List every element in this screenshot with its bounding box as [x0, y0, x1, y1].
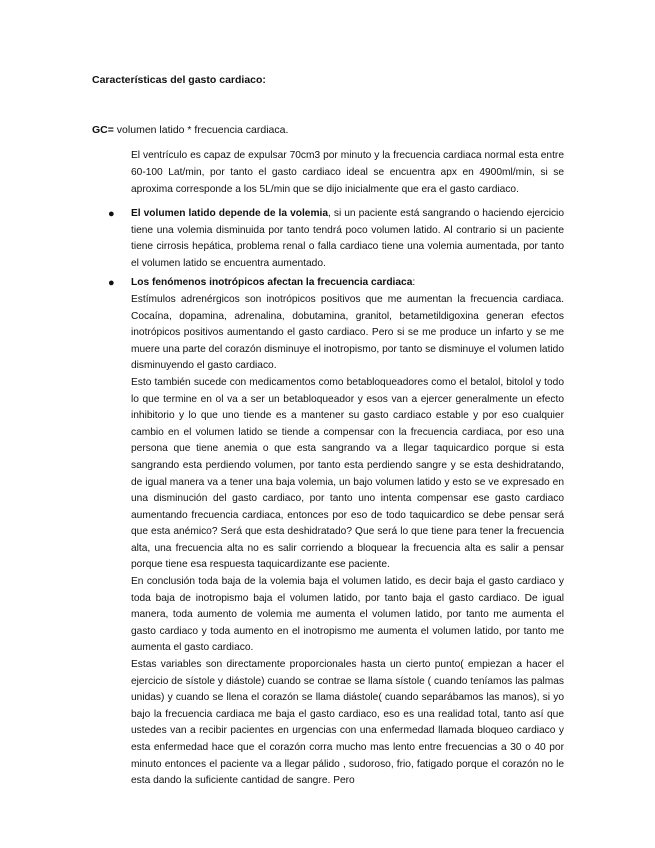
- bullet-dot-icon: ●: [108, 208, 115, 220]
- paragraph-estimulos: Estímulos adrenérgicos son inotrópicos positivos que me aumentan la frecuencia cardiaca. Cocaína, dopamina, adrenalina, dobutamina, granitol, betametildigoxina generan efectos inotrópicos positivos aumentando el gasto cardiaco. Pero si se me produce un infarto y se me muere una parte del corazón disminuye el inotropismo, por tanto se disminuye el volumen latido disminuyendo el gasto cardiaco.: [131, 293, 564, 372]
- bullet-item-volemia: [108, 206, 564, 272]
- document-title: Características del gasto cardiaco:: [92, 74, 266, 86]
- bullet-item-inotropicos: [108, 275, 564, 789]
- bullet-heading: Los fenómenos inotrópicos afectan la frecuencia cardiaca: [131, 277, 413, 289]
- intro-paragraph: El ventrículo es capaz de expulsar 70cm3 por minuto y la frecuencia cardiaca normal esta entre 60-100 Lat/min, por tanto el gasto cardiaco ideal se encuentra apx en 4900ml/min, si se aproxima corresponde a los 5L/min que se dijo inicialmente que era el gasto cardiaco.: [131, 150, 564, 195]
- bullet-list: [108, 206, 564, 793]
- formula-line: [92, 124, 288, 136]
- formula-label: GC=: [92, 124, 114, 136]
- bullet-heading: El volumen latido depende de la volemia: [131, 208, 329, 219]
- paragraph-betabloqueadores: Esto también sucede con medicamentos como betabloqueadores como el betalol, bitolol y todo lo que termine en ol va a ser un betabloqueador y esos van a ejercer generalmente un efecto inhibitorio y lo que uno tiende es a mantener su gasto cardiaco estable y por eso cualquier cambio en el volumen latido se tiende a compensar con la frecuencia cardiaca, por eso una persona que tiene anemia o que esta sangrando va a llegar taquicardico porque si esta sangrando esta perdiendo volumen, por tanto esta perdiendo sangre y se esta deshidratando, de igual manera va a tener una baja volemia, un bajo volumen latido y esto se ve expresado en una disminución del gasto cardiaco, por tanto uno intenta compensar ese gasto cardiaco aumentando frecuencia cardiaca, entonces por eso de todo taquicardico se debe pensar será que esta anémico? Será que esta deshidratado? Que será lo que tiene para tener la frecuencia alta, una frecuencia alta no es salir corriendo a bloquear la frecuencia alta es salir a pensar porque tiene esa respuesta taquicardizante ese paciente.: [131, 376, 564, 571]
- formula-text: volumen latido * frecuencia cardiaca.: [113, 124, 289, 136]
- paragraph-conclusion: En conclusión toda baja de la volemia baja el volumen latido, es decir baja el gasto cardiaco y toda baja de inotropismo baja el volumen latido, por tanto baja el gasto cardiaco. De igual manera, toda aumento de volemia me aumenta el volumen latido, por tanto me aumenta el gasto cardiaco y toda aumento en el inotropismo me aumenta el volumen latido, por tanto me aumenta el gasto cardiaco.: [131, 576, 564, 654]
- paragraph-variables: Estas variables son directamente proporcionales hasta un cierto punto( empiezan a hacer el ejercicio de sístole y diástole) cuando se contrae se llama sístole ( cuando teníamos las palmas unidas) y cuando se llena el corazón se llama diástole( cuando separábamos las manos), si yo bajo la frecuencia cardiaca me baja el gasto cardiaco, eso es una realidad total, tanto así que ustedes van a recibir pacientes en urgencias con una enfermedad llamada bloqueo cardiaco y esta enfermedad hace que el corazón corra mucho mas lento entre frecuencias a 30 o 40 por minuto entonces el paciente va a llegar pálido , sudoroso, frio, fatigado porque el corazón no le esta dando la suficiente cantidad de sangre. Pero: [131, 659, 564, 787]
- bullet-text: , si un paciente está sangrando o haciendo ejercicio tiene una volemia disminuida por tanto tendrá poco volumen latido. Al contrario si un paciente tiene cirrosis hepática, problema renal o falla cardiaco tiene una volemia aumentada, por tanto el volumen latido se encuentra aumentado.: [131, 208, 564, 269]
- bullet-text: :: [412, 277, 416, 289]
- bullet-dot-icon: ●: [108, 277, 115, 290]
